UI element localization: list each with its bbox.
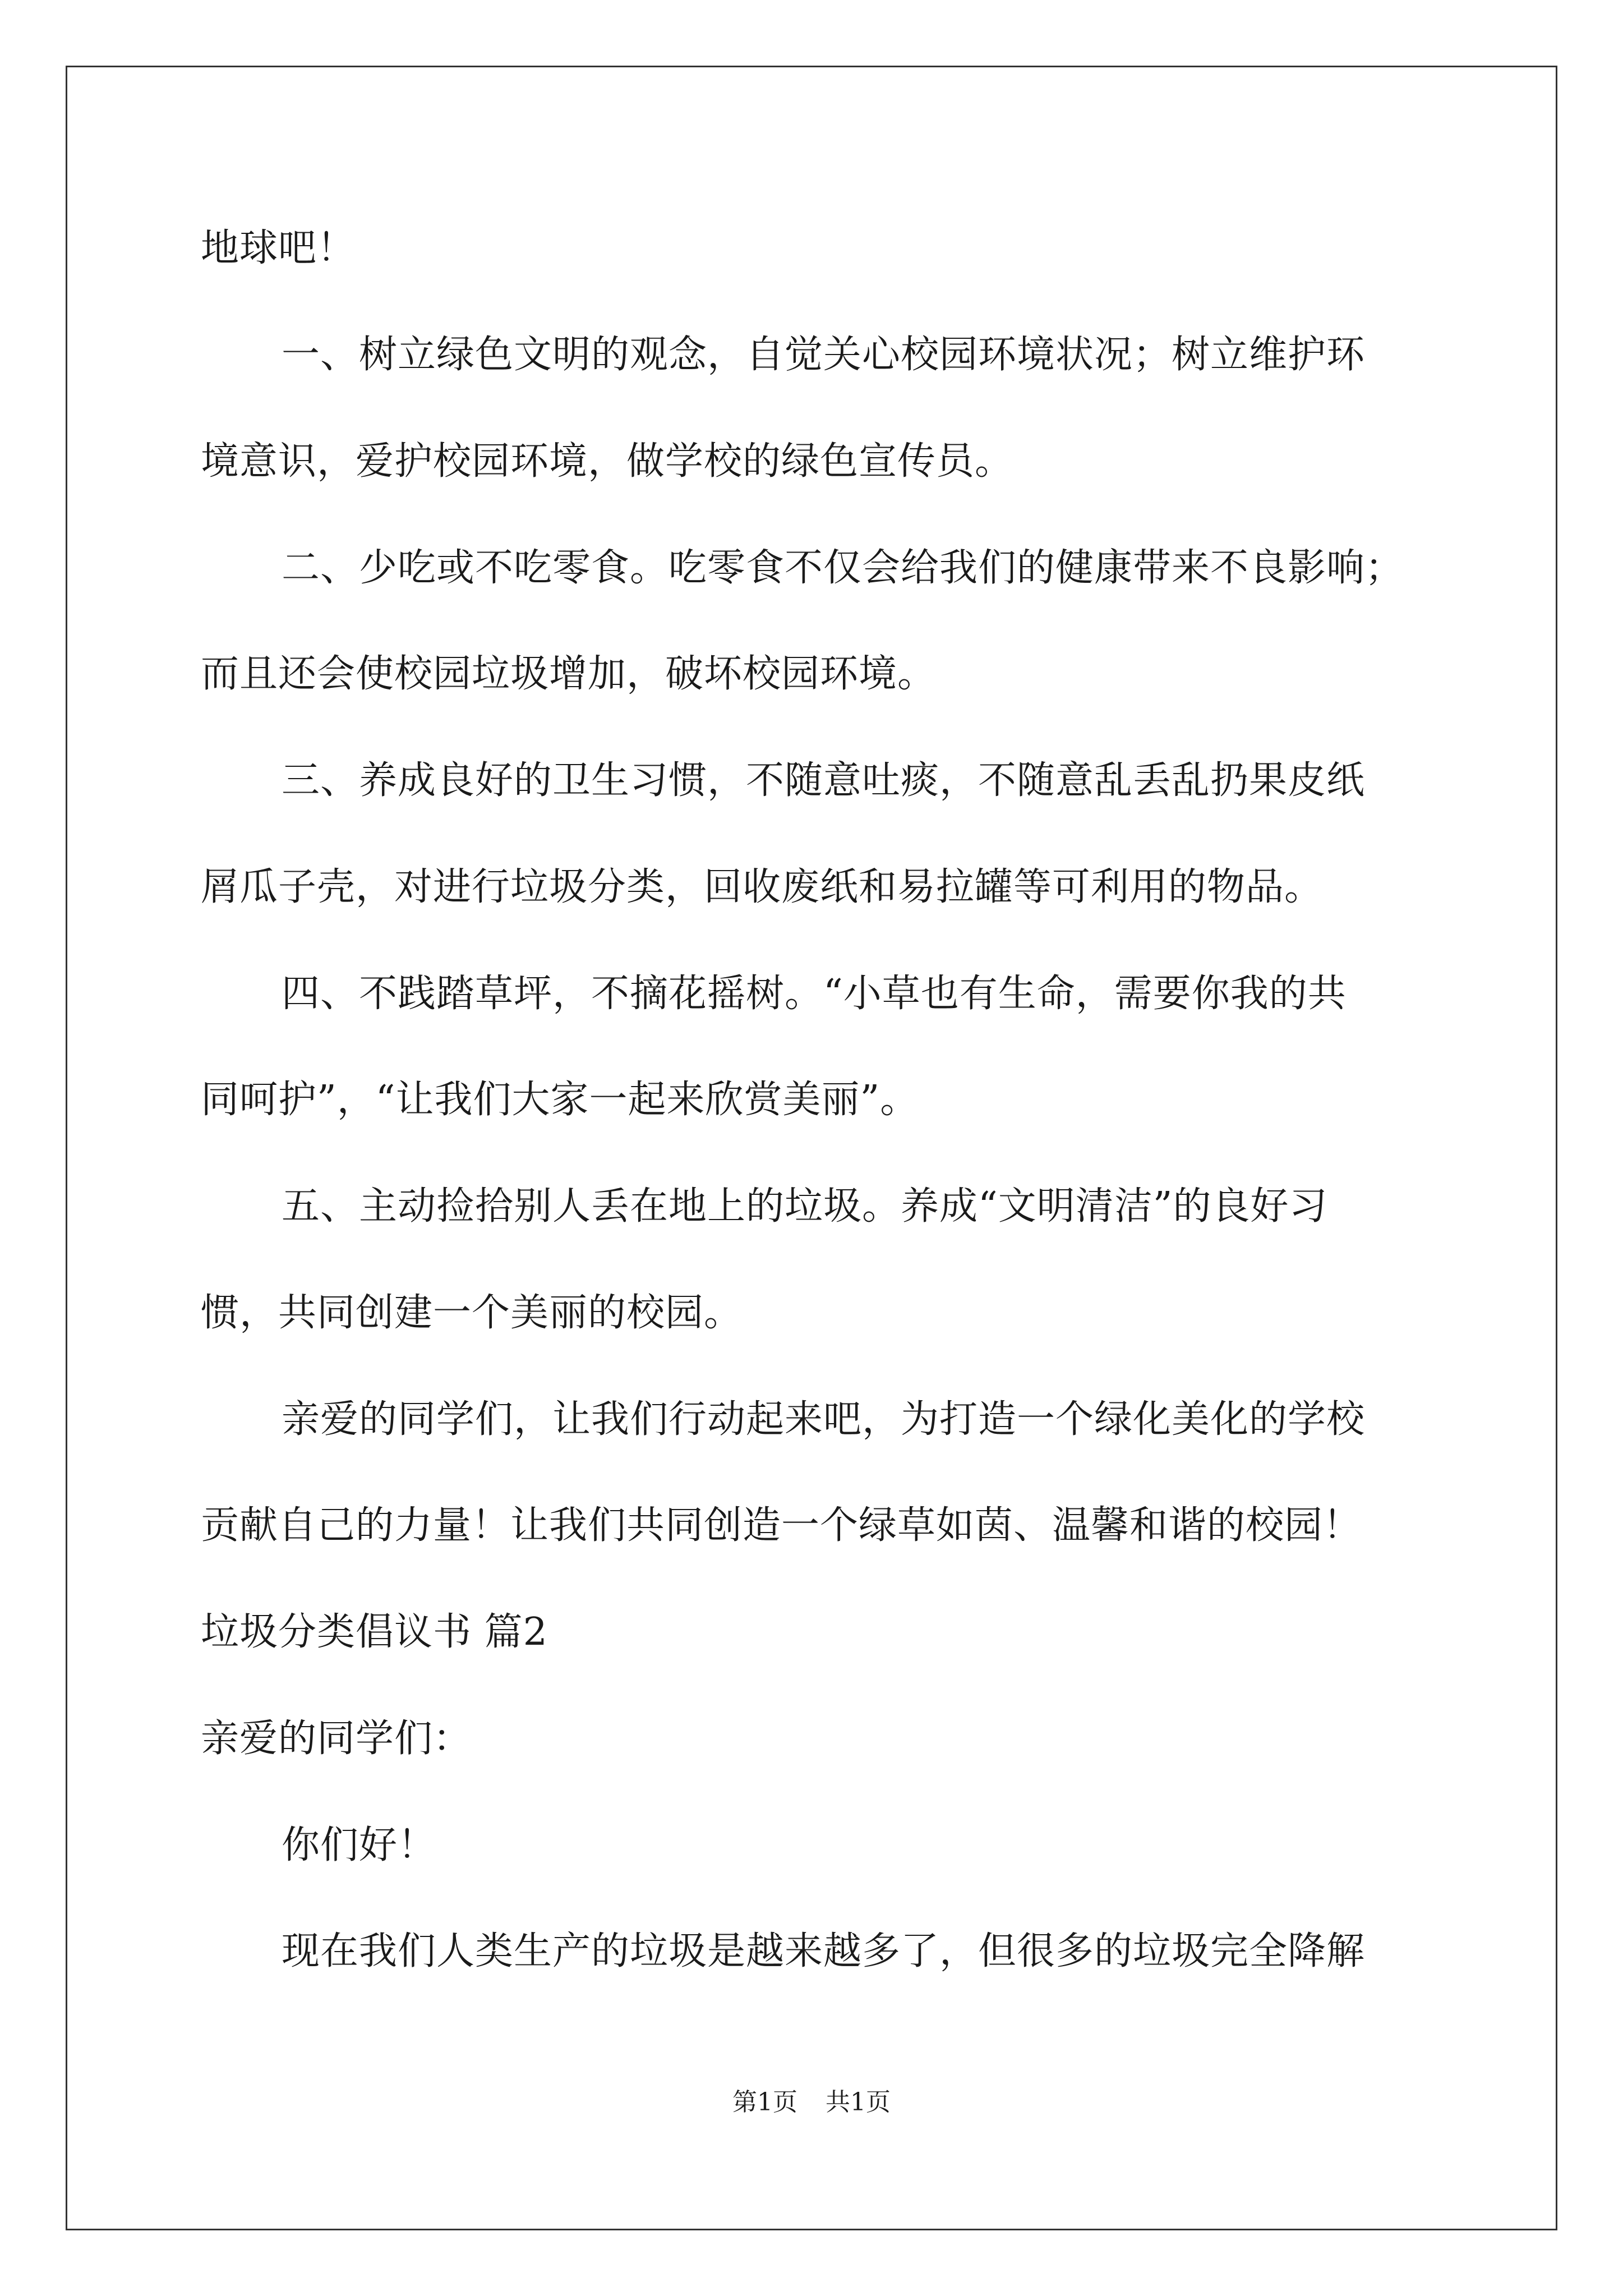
closing-paragraph-line-2: 贡献自己的力量！让我们共同创造一个绿草如茵、温馨和谐的校园！ xyxy=(201,1503,1362,1548)
text-line-continuation: 地球吧！ xyxy=(201,226,356,270)
closing-paragraph-line-1: 亲爱的同学们，让我们行动起来吧，为打造一个绿化美化的学校 xyxy=(282,1397,1366,1442)
paragraph-5-line-2: 惯，共同创建一个美丽的校园。 xyxy=(201,1291,743,1335)
greeting: 你们好！ xyxy=(282,1823,437,1867)
paragraph-1-line-1: 一、树立绿色文明的观念，自觉关心校园环境状况；树立维护环 xyxy=(282,333,1366,377)
page-border xyxy=(66,66,1557,2230)
paragraph-3-line-1: 三、养成良好的卫生习惯，不随意吐痰，不随意乱丢乱扔果皮纸 xyxy=(282,758,1366,803)
page-number-current: 第1页 xyxy=(732,2088,797,2116)
paragraph-5-line-1: 五、主动捡拾别人丢在地上的垃圾。养成“文明清洁”的良好习 xyxy=(282,1184,1328,1228)
page-number-total: 共1页 xyxy=(826,2088,891,2116)
paragraph-4-line-2: 同呵护”，“让我们大家一起来欣赏美丽”。 xyxy=(201,1078,919,1122)
paragraph-2-line-2: 而且还会使校园垃圾增加，破坏校园环境。 xyxy=(201,652,937,696)
paragraph-3-line-2: 屑瓜子壳，对进行垃圾分类，回收废纸和易拉罐等可利用的物品。 xyxy=(201,865,1324,909)
salutation: 亲爱的同学们： xyxy=(201,1717,472,1761)
paragraph-4-line-1: 四、不践踏草坪，不摘花摇树。“小草也有生命，需要你我的共 xyxy=(282,972,1347,1016)
paragraph-2-line-1: 二、少吃或不吃零食。吃零食不仅会给我们的健康带来不良影响； xyxy=(282,546,1404,590)
section-heading: 垃圾分类倡议书 篇2 xyxy=(201,1610,548,1654)
body-paragraph-line-1: 现在我们人类生产的垃圾是越来越多了，但很多的垃圾完全降解 xyxy=(282,1929,1366,1973)
paragraph-1-line-2: 境意识，爱护校园环境，做学校的绿色宣传员。 xyxy=(201,439,1014,484)
page-footer xyxy=(0,2086,1623,2119)
